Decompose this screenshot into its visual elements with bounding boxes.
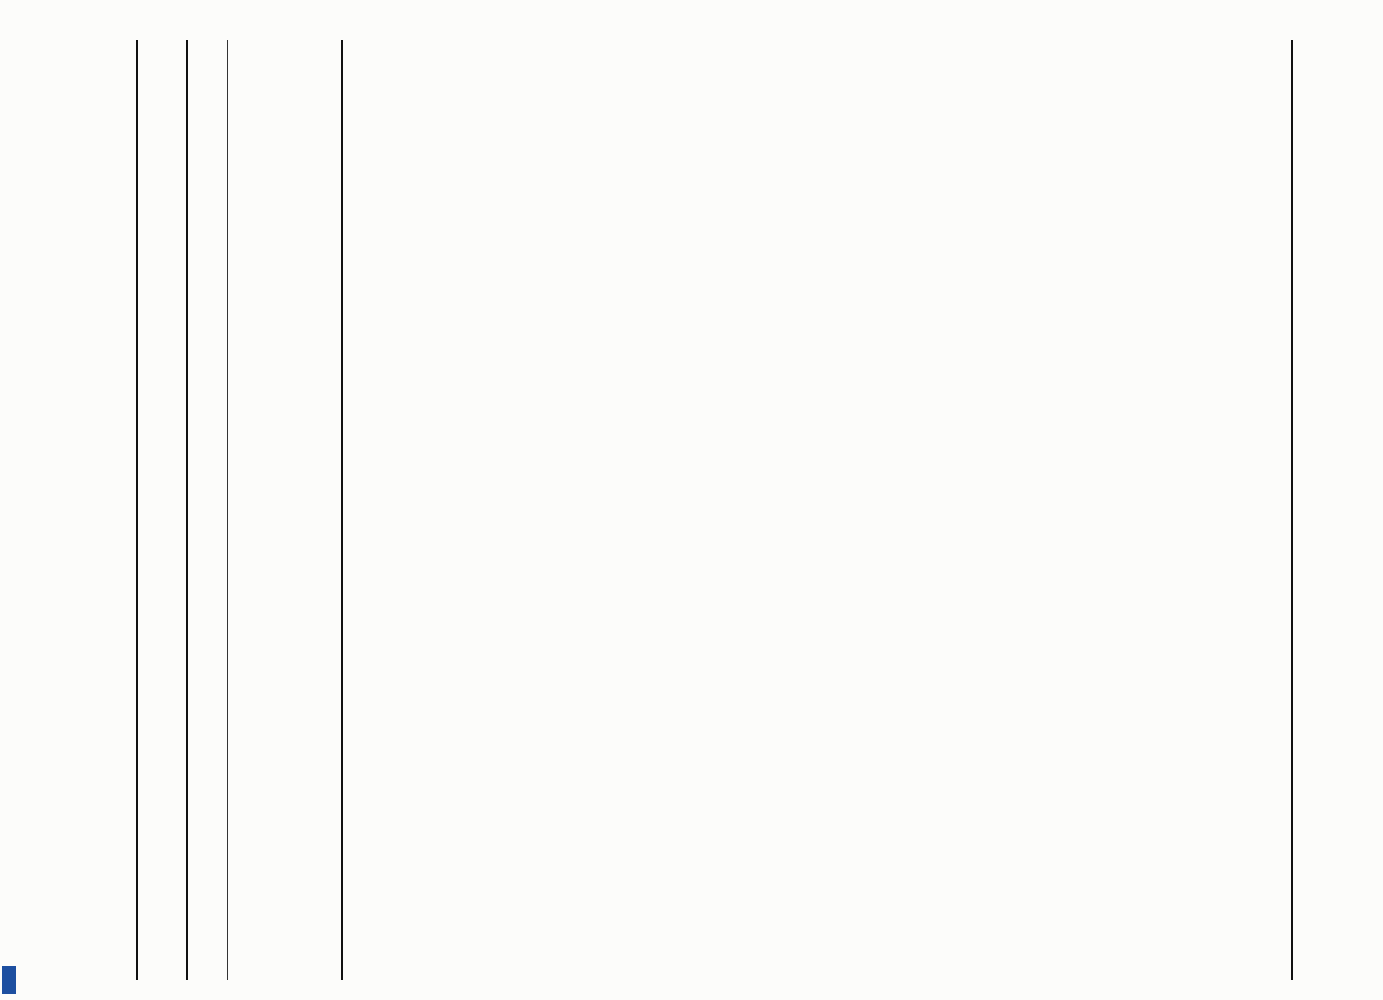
table-bottom-rule xyxy=(1291,40,1293,980)
table-header-rule xyxy=(341,40,343,980)
dfg-logo xyxy=(2,966,16,994)
digitization-note xyxy=(2,600,16,990)
table-subgroup-rule xyxy=(227,40,228,980)
table-top-rule xyxy=(136,40,138,980)
table-group-rule xyxy=(186,40,188,980)
